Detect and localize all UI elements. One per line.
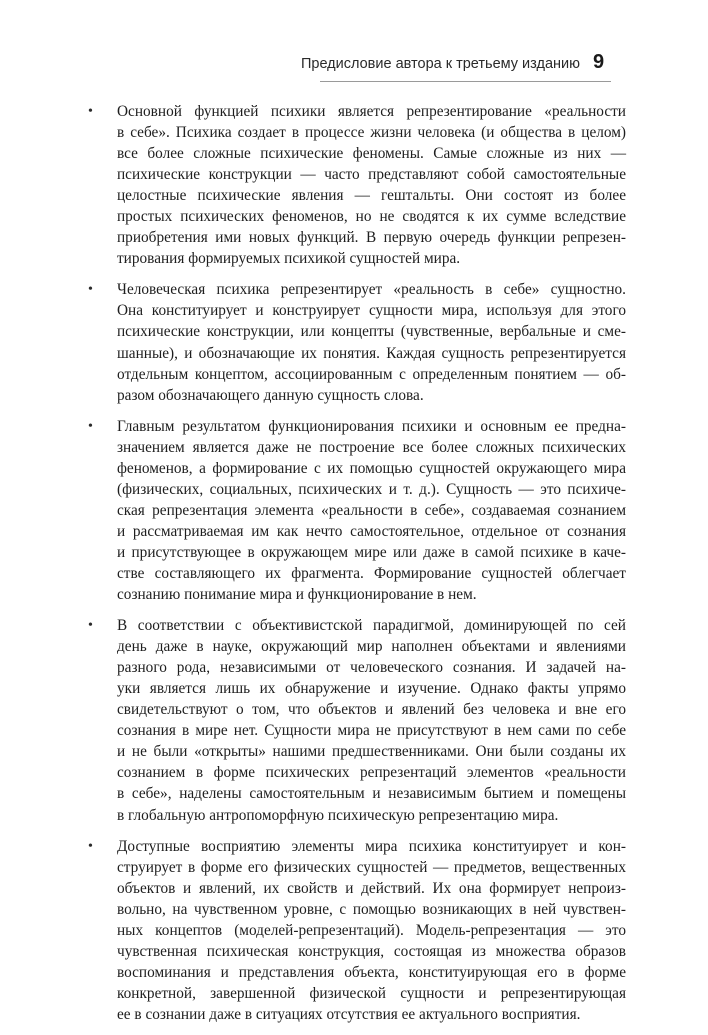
bullet-marker: • <box>88 838 93 854</box>
text-line: Главным результатом функционирования психики и основным ее предна- <box>117 417 626 435</box>
text-line: сознанию понимание мира и функционирование в нем. <box>117 586 477 604</box>
text-line: в себе». Психика создает в процессе жизни человека (и общества в целом) <box>117 124 626 142</box>
bullet-marker: • <box>88 282 93 298</box>
text-line: психические конструкции — часто представляют собой самостоятельные <box>117 166 626 184</box>
paragraph-text <box>117 416 645 605</box>
text-line: значением является даже не построение все более сложных психических <box>117 438 626 456</box>
text-line: чувственная психическая конструкция, состоящая из множества образов <box>117 942 626 960</box>
text-line: и не были «открыты» нашими предшественниками. Они были созданы их <box>117 743 626 761</box>
text-line: Она конституирует и конструирует сущности мира, используя для этого <box>117 302 626 320</box>
paragraph-text <box>117 836 645 1025</box>
text-line: психические конструкции, или концепты (чувственные, вербальные и сме- <box>117 323 626 341</box>
text-line: сознания в мире нет. Сущности мира не присутствуют в нем сами по себе <box>117 722 626 740</box>
text-line: Доступные восприятию элементы мира психика конституирует и кон- <box>117 837 626 855</box>
text-line: разного рода, независимыми от человеческого сознания. И задачей на- <box>117 659 626 677</box>
text-line: в себе», наделены самостоятельным и независимым бытием и помещены <box>117 785 626 803</box>
text-line: свидетельствуют о том, что объектов и явлений без человека и вне его <box>117 701 626 719</box>
text-line: ская репрезентация элемента «реальности в себе», создаваемая сознанием <box>117 501 626 519</box>
text-line: (физических, социальных, психических и т. д.). Сущность — это психиче- <box>117 480 626 498</box>
body-text <box>0 101 708 1035</box>
text-line: воспоминания и представления объекта, конституирующая его в форме <box>117 963 626 981</box>
text-line: ных концептов (моделей-репрезентаций). Модель-репрезентация — это <box>117 921 626 939</box>
text-line: Человеческая психика репрезентирует «реальность в себе» сущностно. <box>117 281 626 299</box>
text-line: простых психических феноменов, но не сводятся к их сумме вследствие <box>117 208 626 226</box>
paragraph-text <box>117 279 645 405</box>
text-line: целостные психические явления — гештальты. Они состоят из более <box>117 187 626 205</box>
bullet-marker: • <box>88 418 93 434</box>
bullet-paragraph <box>0 615 708 825</box>
paragraph-text <box>117 101 645 269</box>
bullet-paragraph <box>0 416 708 605</box>
text-line: и рассматриваемая им как нечто самостоятельное, отдельное от сознания <box>117 522 626 540</box>
bullet-paragraph <box>0 279 708 405</box>
text-line: ее в сознании даже в ситуациях отсутствия ее актуального восприятия. <box>117 1005 581 1023</box>
bullet-paragraph <box>0 101 708 269</box>
text-line: уки является лишь их обнаружение и изучение. Однако факты упрямо <box>117 680 626 698</box>
text-line: тирования формируемых психикой сущностей мира. <box>117 250 461 268</box>
text-line: Основной функцией психики является репрезентирование «реальности <box>117 103 626 120</box>
header-rule <box>320 81 611 82</box>
running-title: Предисловие автора к третьему изданию <box>300 56 580 72</box>
text-line: объектов и явлений, их свойств и действий. Их она формирует непроиз- <box>117 879 626 897</box>
bullet-marker: • <box>88 618 93 634</box>
text-line: вольно, на чувственном уровне, с помощью возникающих в ней чувствен- <box>117 900 626 918</box>
text-line: день даже в науке, окружающий мир наполнен объектами и явлениями <box>117 638 626 656</box>
text-line: в глобальную антропоморфную психическую репрезентацию мира. <box>117 806 559 824</box>
text-line: феноменов, а формирование с их помощью сущностей окружающего мира <box>117 459 626 477</box>
text-line: приобретения ими новых функций. В первую очередь функции репрезен- <box>117 229 626 247</box>
text-line: струирует в форме его физических сущностей — предметов, вещественных <box>117 858 626 876</box>
bullet-marker: • <box>88 104 93 119</box>
bullet-paragraph <box>0 836 708 1025</box>
text-line: и присутствующее в окружающем мире или даже в самой психике в каче- <box>117 543 626 561</box>
text-line: конкретной, завершенной физической сущности и репрезентирующая <box>117 984 626 1002</box>
running-head <box>0 48 708 84</box>
text-line: шанные), и обозначающие их понятия. Каждая сущность репрезентируется <box>117 344 626 362</box>
paragraph-text <box>117 615 645 825</box>
text-line: разом обозначающего данную сущность слова. <box>117 386 424 404</box>
page-number: 9 <box>593 51 605 73</box>
text-line: стве составляющего их фрагмента. Формирование сущностей облегчает <box>117 564 626 582</box>
text-line: все более сложные психические феномены. Самые сложные из них — <box>117 145 626 163</box>
text-line: В соответствии с объективистской парадигмой, доминирующей по сей <box>117 617 626 635</box>
text-line: отдельным концептом, ассоциированным с определенным понятием — об- <box>117 365 626 383</box>
text-line: сознанием в форме психических репрезентаций элементов «реальности <box>117 764 626 782</box>
